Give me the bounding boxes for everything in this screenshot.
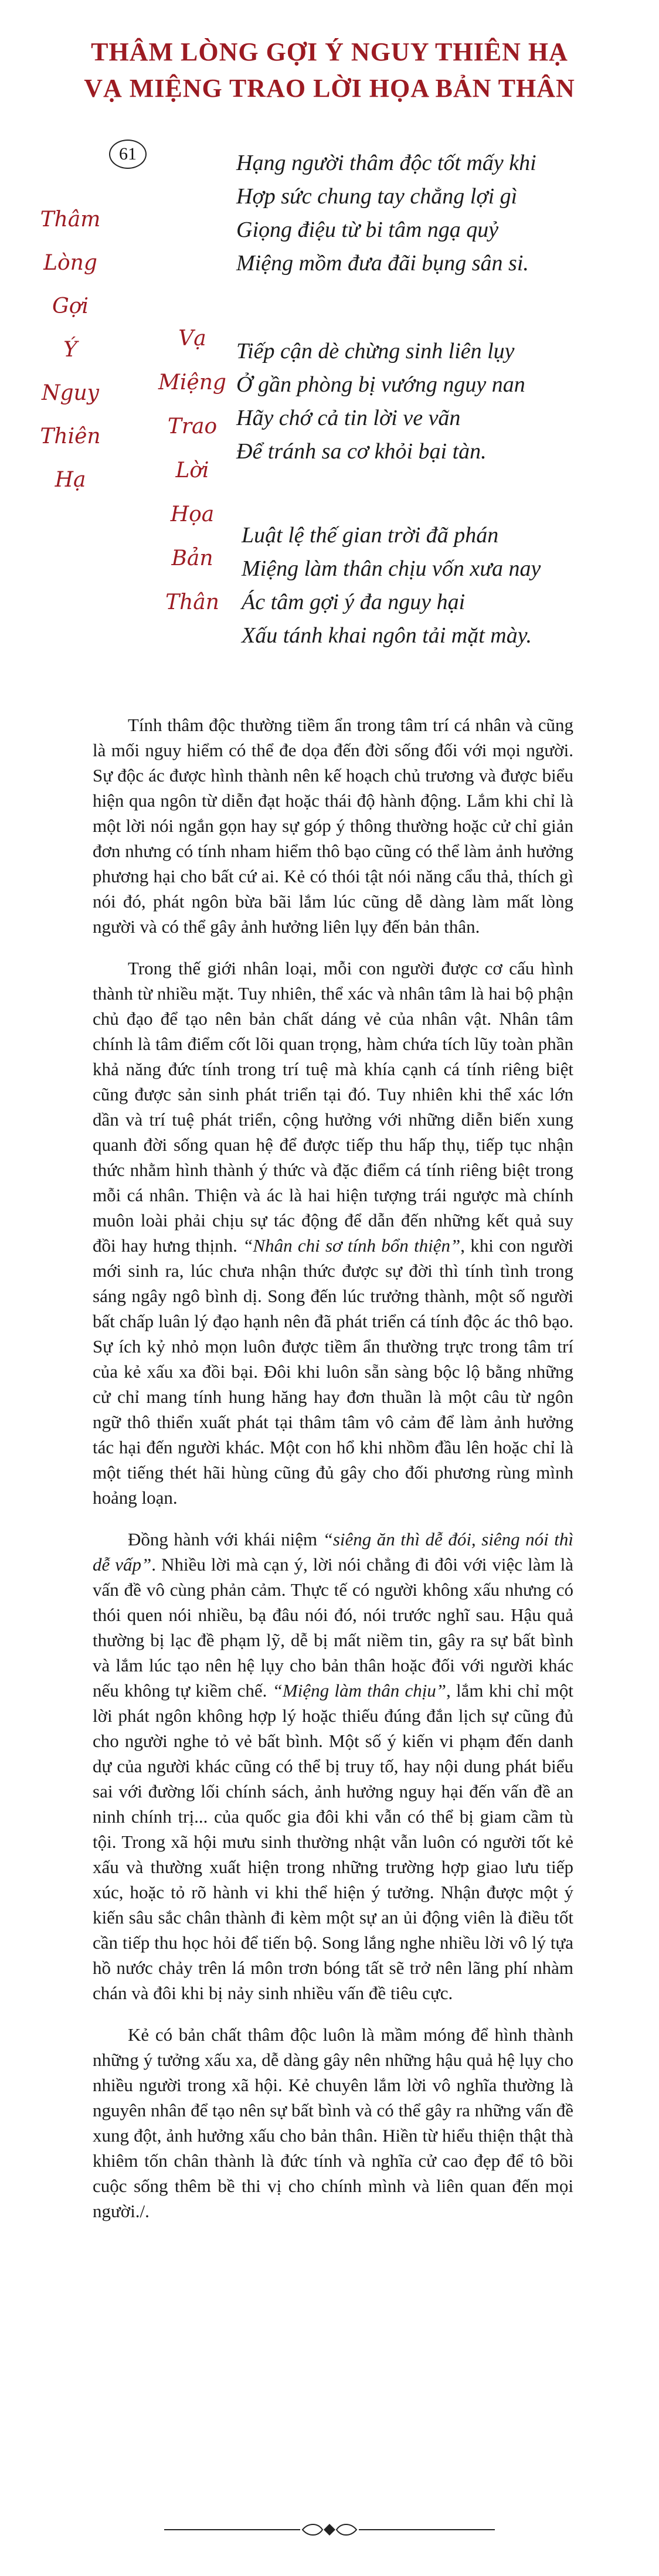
poem-stanza-1 (236, 147, 536, 280)
poem-line: Xấu tánh khai ngôn tải mặt mày. (242, 623, 532, 648)
poem-line: Để tránh sa cơ khỏi bại tàn. (236, 439, 487, 464)
poem-line: Luật lệ thế gian trời đã phán (242, 523, 499, 548)
calligraphy-word: Gợi (52, 294, 89, 318)
calligraphy-word: Thâm (40, 208, 101, 232)
quote-text: “Nhân chi sơ tính bổn thiện” (243, 1235, 461, 1256)
poem-line: Hạng người thâm độc tốt mấy khi (236, 151, 536, 175)
paragraph-text: Trong thế giới nhân loại, mỗi con người được cơ cấu hình thành từ nhiều mặt. Tuy nhiên, thể xác và nhân tâm là hai bộ phận chủ đạo để tạo nên bản chất dáng vẻ của nhân vật. Nhân tâm chính là tâm điểm cốt lõi quan trọng, hàm chứa tích lũy toàn phần khả năng đức tính trong trí tuệ mà khía cạnh cá tính riêng biệt cũng được sản sinh phát triển tại đó. Tuy nhiên khi thể xác lớn dần và trí tuệ phát triển, cộng hưởng với những diễn biến xung quanh đời sống quan hệ để được tiếp thu hấp thụ, tiếp tục nhận thức nhằm hình thành ý thức và đặc điểm cá tính riêng biệt trong mỗi cá nhân. Thiện và ác là hai hiện tượng trái ngược mà chính muôn loài phải chịu sự tác động để dẫn đến những kết quả suy đồi hay hưng thịnh. (93, 958, 573, 1256)
calligraphy-word: Họa (170, 502, 215, 526)
paragraph-2 (93, 956, 573, 1510)
paragraph-text: . Nhiều lời mà cạn ý, lời nói chẳng đi đôi với việc làm là vấn đề vô cùng phản cảm. Thực tế có người không xấu nhưng có thói quen nói nhiều, bạ đâu nói đó, nói trước nghĩ sau. Hậu quả thường bị lạc đề phạm lỹ, dễ bị mất niềm tin, gây ra sự bất bình và lắm lúc tạo nên hệ lụy cho bản thân hoặc đối với người khác nếu không tự kiềm chế. (93, 1554, 573, 1701)
calligraphy-word: Miệng (158, 371, 226, 395)
calligraphy-word: Thiên (40, 424, 101, 448)
paragraph-text: Đồng hành với khái niệm (128, 1529, 323, 1549)
calligraphy-right-column (151, 317, 233, 624)
quote-text: “siêng ăn thì dễ đói, siêng nói thì dễ vấp” (93, 1529, 573, 1575)
page-title (0, 34, 659, 107)
ornamental-divider (164, 2521, 495, 2538)
poem-number-badge: 61 (109, 140, 147, 169)
paragraph-4: Kẻ có bản chất thâm độc luôn là mầm móng để hình thành những ý tưởng xấu xa, dễ dàng gây nên những hậu quả hệ lụy cho nhiều người trong xã hội. Kẻ chuyên lắm lời vô nghĩa thường là nguyên nhân để tạo nên sự bất bình và có thể gây ra những vấn đề xung đột, ảnh hưởng xấu cho bản thân. Hiền từ hiểu thiện thật thà khiêm tốn chân thành là đức tính và nghĩa cử cao đẹp để tô bồi cuộc sống thêm bề thi vị cho chính mình và liên quan đến mọi người./. (93, 2024, 573, 2221)
paragraph-text: , lắm khi chỉ một lời phát ngôn không hợp lý hoặc thiếu đúng đắn lịch sự cũng đủ cho người nghe tỏ vẻ bất bình. Một số ý kiến vi phạm đến danh dự của người khác cũng có thể bị truy tố, hay nội dung phát biểu sai với đường lối chính sách, ảnh hưởng nguy hại đến vấn đề an ninh chính trị... của quốc gia đôi khi vẫn có thể bị giam cầm tù tội. Trong xã hội mưu sinh thường nhật vẫn luôn có người tốt kẻ xấu và thường xuất hiện trong những trường hợp giao lưu tiếp xúc, hoặc tỏ rõ hành vi khi thể hiện ý tưởng. Nhận được một ý kiến sâu sắc chân thành đi kèm một sự an ủi động viên là điều tốt cần tiếp thu học hỏi để tiến bộ. Song lắng nghe nhiều lời vô lý tựa hồ nước chảy trên lá môn trơn bóng tất sẽ trở nên lãng phí nhàm chán và đôi khi bị nảy sinh nhiều vấn đề tiêu cực. (93, 1680, 573, 2003)
calligraphy-word: Nguy (41, 381, 100, 405)
poem-line: Hợp sức chung tay chẳng lợi gì (236, 184, 518, 209)
calligraphy-word: Vạ (178, 327, 206, 351)
article-body (93, 712, 573, 2240)
poem-line: Ác tâm gợi ý đa nguy hại (242, 590, 466, 614)
calligraphy-word: Hạ (55, 468, 86, 492)
poem-line: Giọng điệu từ bi tâm ngạ quỷ (236, 218, 499, 242)
poem-line: Hãy chớ cả tin lời ve vãn (236, 406, 461, 430)
poem-stanza-2 (236, 335, 525, 468)
calligraphy-word: Bản (171, 546, 213, 570)
calligraphy-word: Lòng (43, 251, 97, 275)
quote-text: “Miệng làm thân chịu” (272, 1680, 447, 1701)
paragraph-text: , khi con người mới sinh ra, lúc chưa nhận thức được sự đời thì tính tình trong sáng ngây ngô bình dị. Song đến lúc trưởng thành, một số người bất chấp luân lý đạo hạnh nên đã phát triển cá tính độc ác thô bạo. Sự ích kỷ nhỏ mọn luôn được tiềm ẩn thường trực trong tâm trí của kẻ xấu xa đồi bại. Đôi khi luôn sẵn sàng bộc lộ bằng những cử chỉ mang tính hung hăng hay đơn thuần là một câu từ ngôn ngữ thô thiển xuất phát tại thâm tâm vô cảm để làm ảnh hưởng tác hại đến người khác. Một con hổ khi nhồm đầu lên hoặc chỉ là một tiếng thét hãi hùng cũng đủ gây cho đối phương rùng mình hoảng loạn. (93, 1235, 573, 1508)
title-line-1: THÂM LÒNG GỢI Ý NGUY THIÊN HẠ (91, 38, 568, 66)
title-line-2: VẠ MIỆNG TRAO LỜI HỌA BẢN THÂN (84, 74, 575, 103)
calligraphy-word: Thân (165, 590, 219, 614)
poem-stanza-3 (242, 519, 541, 653)
calligraphy-word: Trao (167, 414, 218, 439)
calligraphy-left-column (29, 198, 111, 502)
poem-line: Ở gần phòng bị vướng nguy nan (236, 372, 525, 397)
calligraphy-word: Ý (63, 338, 77, 362)
poem-line: Miệng làm thân chịu vốn xưa nay (242, 556, 541, 581)
paragraph-1: Tính thâm độc thường tiềm ẩn trong tâm trí cá nhân và cũng là mối nguy hiểm có thể đe dọa đến đời sống đối với mọi người. Sự độc ác được hình thành nên kế hoạch chủ trương và được biểu hiện qua ngôn từ diễn đạt hoặc thái độ hành động. Lắm khi chỉ là một lời nói ngắn gọn hay sự góp ý thông thường hoặc cử chỉ giản đơn nhưng có tính nham hiểm thô bạo cũng có thể làm ảnh hưởng phương hại cho bất cứ ai. Kẻ có thói tật nói năng cẩu thả, thích gì nói đó, phát ngôn bừa bãi lắm lúc cũng dễ dàng làm mất lòng người và có thể gây ảnh hưởng liên lụy đến bản thân. (93, 715, 573, 937)
poem-line: Tiếp cận dè chừng sinh liên lụy (236, 339, 515, 363)
calligraphy-word: Lời (175, 458, 209, 482)
poem-line: Miệng mồm đưa đãi bụng sân si. (236, 251, 529, 276)
paragraph-3 (93, 1527, 573, 2006)
